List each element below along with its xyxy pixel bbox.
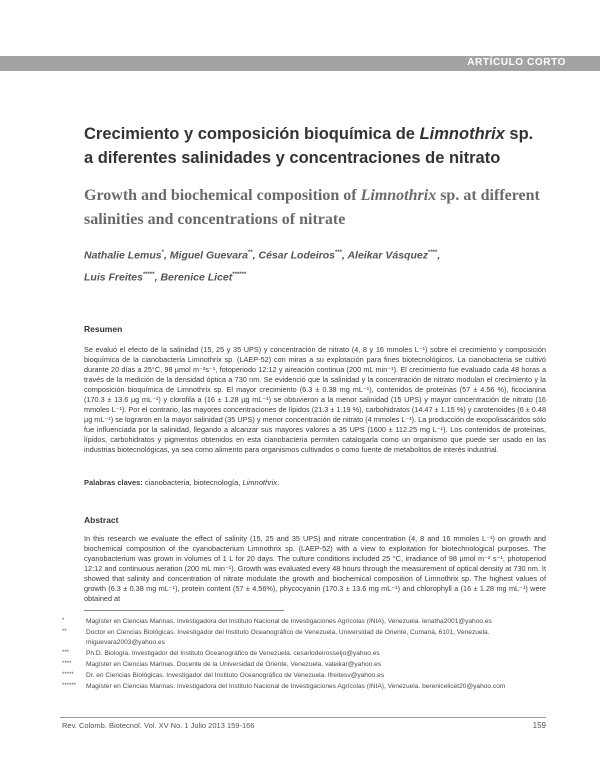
- author-name: Aleikar Vásquez: [347, 249, 428, 262]
- title-english: [84, 184, 544, 232]
- author-name: Miguel Guevara: [169, 249, 248, 262]
- title-es-line2: a diferentes salinidades y concentraciones de nitrato: [84, 149, 501, 167]
- title-en-line2: salinities and concentrations of nitrate: [84, 211, 346, 228]
- keywords-text: cianobacteria, biotecnología,: [142, 478, 243, 487]
- footnote-list: [62, 617, 547, 693]
- title-en-line1-suffix: sp. at different: [436, 187, 540, 204]
- author-list: [84, 244, 534, 287]
- author-name: Nathalie Lemus: [84, 249, 162, 262]
- footnote-mark: ***: [62, 649, 70, 656]
- footer-rule: [60, 717, 546, 718]
- author-name: Berenice Licet: [160, 271, 233, 283]
- footnote-mark: **: [62, 628, 67, 635]
- author-separator: ,: [163, 249, 170, 262]
- footnote-text: Magíster en Ciencias Marinas. Investigadora del Instituto Nacional de Investigaciones Agrícolas (INIA), Venezuela. lenatha2001@yahoo.es: [86, 618, 492, 625]
- author-mark: ****: [427, 250, 438, 256]
- footnote: [62, 617, 547, 627]
- title-es-line1-suffix: sp.: [504, 125, 534, 143]
- author-separator: ,: [252, 249, 259, 262]
- footnote-mark: *****: [62, 671, 74, 678]
- author-mark: **: [248, 250, 253, 256]
- keywords-genus: Limnothrix: [242, 478, 278, 487]
- author-name: Luis Freites: [84, 271, 143, 283]
- footnote-text: Doctor en Ciencias Biológicas. Investigador del Instituto Oceanográfico de Venezuela, Universidad de Oriente, Cumaná, 6101, Venezuela. miguevara2003@yahoo.es: [86, 628, 490, 646]
- footnote: [62, 660, 547, 670]
- author-mark: *: [161, 250, 164, 256]
- author-name: César Lodeiros: [258, 249, 335, 262]
- footnote: [62, 682, 547, 692]
- author-separator: ,: [154, 271, 161, 283]
- keywords: [84, 478, 544, 487]
- author-separator: ,: [341, 249, 348, 262]
- author-mark: ***: [334, 250, 342, 256]
- footnote: [62, 671, 547, 681]
- author-mark: *****: [142, 271, 155, 278]
- footnote-text: Ph.D. Biología. Investigador del Instituto Oceanográfico de Venezuela. cesarlodeirosseijo@yahoo.es: [86, 649, 380, 657]
- journal-citation: Rev. Colomb. Biotecnol. Vol. XV No. 1 Julio 2013 159-166: [62, 721, 255, 730]
- footnote: [62, 649, 547, 659]
- title-spanish: [84, 122, 544, 170]
- footnote-divider: [84, 610, 284, 611]
- author-mark: ******: [232, 271, 247, 278]
- abstract-text: In this research we evaluate the effect of salinity (15, 25 and 35 UPS) and nitrate concentration (4, 8 and 16 mmoles L⁻¹) on growth and biochemical composition of the cyanobacterium Limnothrix sp. (LAEP-52) with a view to exploitation for biotechnological purposes. The cyanobacterium was grown in volumes of 1 L for 20 days. The culture conditions included 25 °C, irradiance of 98 µmol m⁻² s⁻¹, photoperiod 12:12 and continuous aeration (200 mL min⁻¹). Growth was evaluated every 48 hours through the measurement of optical density at 730 nm. It showed that salinity and concentration of nitrate modulate the growth and biochemical composition of Limnothrix sp. The highest values of growth (6.3 ± 0.38 mg mL⁻¹), protein content (57 ± 4.56%), phycocyanin (170.3 ± 13.6 mg mL⁻¹) and chlorophyll a (16 ± 1.28 mg mL⁻¹) were obtained at: [84, 534, 546, 603]
- footnote-text: Dr. en Ciencias Biológicas. Investigador del Instituto Oceanográfico de Venezuela. lfreitesv@yahoo.es: [86, 671, 385, 679]
- footnote-text: Magíster en Ciencias Marinas. Investigadora del Instituto Nacional de Investigaciones Agrícolas (INIA), Venezuela. berenicelicet20@yahoo.com: [86, 682, 506, 690]
- section-label: ARTÍCULO CORTO: [467, 57, 566, 68]
- author-separator: ,: [437, 249, 441, 262]
- resumen-text: Se evaluó el efecto de la salinidad (15, 25 y 35 UPS) y concentración de nitrato (4, 8 y 16 mmoles L⁻¹) sobre el crecimiento y composición bioquímica de la cianobacteria Limnothrix sp. (LAEP-52) con miras a su explotación para fines biotecnológicos. La cianobacteria se cultivó durante 20 días a 25°C, 98 µmol m⁻²s⁻¹, fotoperiodo 12:12 y aireación continua (200 mL min⁻¹). El crecimiento fue evaluado cada 48 horas a través de la medición de la densidad óptica a 730 nm. Se evidenció que la salinidad y la concentración de nitrato modulan el crecimiento y la composición bioquímica de Limnothrix sp. El mayor crecimiento (6.3 ± 0.38 mg mL⁻¹), contenidos de proteínas (57 ± 4.56 %), ficocianina (170.3 ± 13.6 µg mL⁻¹) y clorofila a (16 ± 1.28 µg mL⁻¹) se obtuvieron a la menor salinidad (15 UPS) y mayor concentración de nitrato (16 mmoles L⁻¹). Por el contrario, las mayores concentraciones de lípidos (21.3 ± 1.19 %), carbohidratos (14.47 ± 1.15 %) y carotenoides (6 ± 0.48 µg mL⁻¹) se lograron en la mayor salinidad (35 UPS) y menor concentración de nitrato (4 mmoles L⁻¹). La producción de exopolisacáridos sólo fue influenciada por la salinidad, llegando a alcanzar sus mayores valores a 35 UPS (1600 ± 112.25 mg L⁻¹). Los contenidos de proteínas, lípidos, carbohidratos y pigmentos obtenidos en esta cianobacteria permiten catalogarla como un organismo que puede ser usado en las industrias biotecnológicas, ya sea como alimento para organismos cultivados o como fuente de metabolitos de interés industrial.: [84, 345, 547, 454]
- title-es-line1-prefix: Crecimiento y composición bioquímica de: [84, 125, 420, 143]
- title-en-line1-prefix: Growth and biochemical composition of: [84, 187, 361, 204]
- footnote: [62, 628, 547, 647]
- footnote-mark: ****: [62, 660, 72, 667]
- resumen-heading: Resumen: [84, 324, 123, 334]
- keywords-end: .: [277, 478, 280, 487]
- footnote-text: Magíster en Ciencias Marinas. Docente de la Universidad de Oriente, Venezuela. valeikar@yahoo.es: [86, 660, 382, 668]
- keywords-label: Palabras claves:: [84, 478, 143, 487]
- footnote-mark: ******: [62, 682, 77, 689]
- title-en-genus: Limnothrix: [360, 187, 437, 204]
- footnote-mark: *: [62, 618, 65, 624]
- abstract-heading: Abstract: [84, 515, 119, 525]
- page-number: 159: [532, 721, 546, 730]
- title-es-genus: Limnothrix: [419, 125, 505, 143]
